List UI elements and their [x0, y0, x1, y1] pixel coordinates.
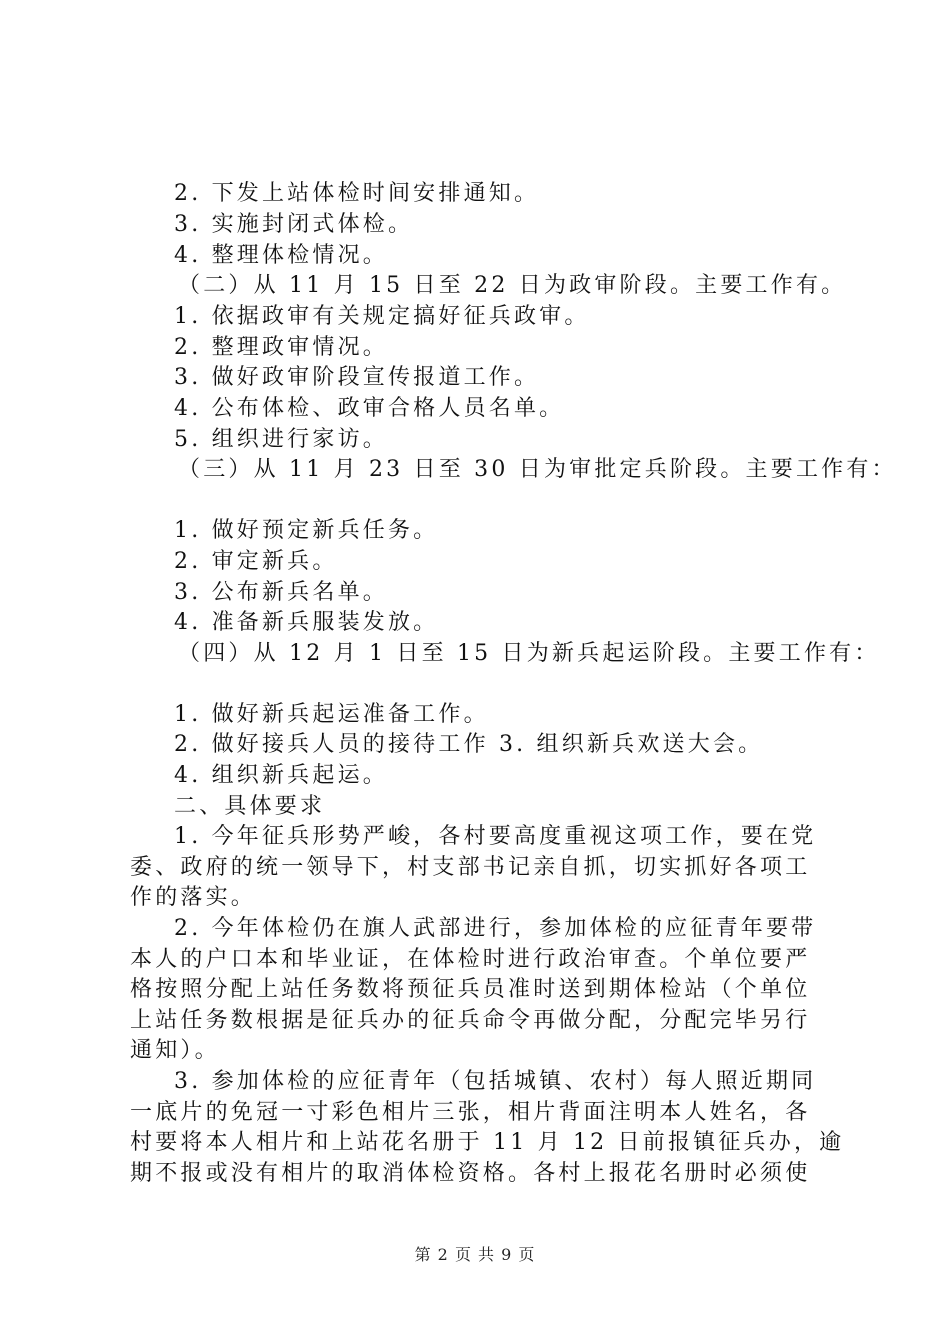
page-footer: 第 2 页 共 9 页	[414, 1245, 536, 1264]
text-line: 4. 准备新兵服装发放。	[174, 610, 439, 635]
text-line: 1. 依据政审有关规定搞好征兵政审。	[174, 304, 590, 329]
text-line: 一底片的免冠一寸彩色相片三张，相片背面注明本人姓名，各	[130, 1100, 811, 1125]
text-line: 委、政府的统一领导下，村支部书记亲自抓，切实抓好各项工	[130, 855, 811, 880]
text-line: 2. 审定新兵。	[174, 549, 338, 574]
section-heading: （三）从 11 月 23 日至 30 日为审批定兵阶段。主要工作有：	[178, 457, 897, 482]
text-line: 2. 做好接兵人员的接待工作 3. 组织新兵欢送大会。	[174, 732, 764, 757]
text-line: 5. 组织进行家访。	[174, 427, 388, 452]
section-heading: 二、具体要求	[174, 794, 326, 819]
text-line: 期不报或没有相片的取消体检资格。各村上报花名册时必须使	[130, 1161, 811, 1186]
text-line: 通知）。	[130, 1038, 220, 1063]
section-heading: （四）从 12 月 1 日至 15 日为新兵起运阶段。主要工作有：	[178, 641, 880, 666]
text-line: 作的落实。	[130, 885, 257, 910]
text-line: 1. 今年征兵形势严峻，各村要高度重视这项工作，要在党	[174, 824, 817, 849]
text-line: 上站任务数根据是征兵办的征兵命令再做分配，分配完毕另行	[130, 1008, 811, 1033]
text-line: 2. 下发上站体检时间安排通知。	[174, 181, 540, 206]
text-line: 3. 参加体检的应征青年（包括城镇、农村）每人照近期同	[174, 1069, 817, 1094]
text-line: 2. 整理政审情况。	[174, 335, 388, 360]
text-line: 村要将本人相片和上站花名册于 11 月 12 日前报镇征兵办，逾	[130, 1130, 845, 1155]
text-line: 格按照分配上站任务数将预征兵员准时送到期体检站（个单位	[130, 977, 811, 1002]
text-line: 4. 组织新兵起运。	[174, 763, 388, 788]
section-heading: （二）从 11 月 15 日至 22 日为政审阶段。主要工作有。	[178, 273, 847, 298]
text-line: 本人的户口本和毕业证，在体检时进行政治审查。个单位要严	[130, 947, 811, 972]
text-line: 1. 做好预定新兵任务。	[174, 518, 439, 543]
text-line: 3. 实施封闭式体检。	[174, 212, 414, 237]
text-line: 3. 做好政审阶段宣传报道工作。	[174, 365, 540, 390]
text-line: 4. 整理体检情况。	[174, 243, 388, 268]
text-line: 3. 公布新兵名单。	[174, 580, 388, 605]
text-line: 1. 做好新兵起运准备工作。	[174, 702, 489, 727]
text-line: 4. 公布体检、政审合格人员名单。	[174, 396, 565, 421]
text-line: 2. 今年体检仍在旗人武部进行，参加体检的应征青年要带	[174, 916, 817, 941]
